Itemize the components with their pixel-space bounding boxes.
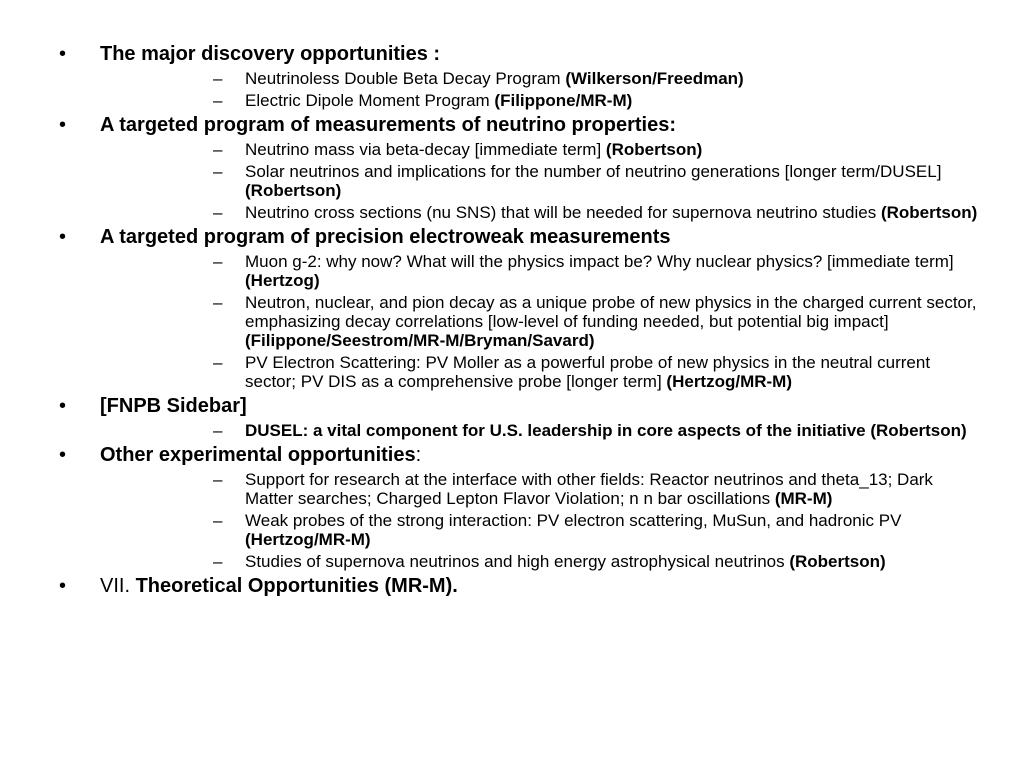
sub-list [100, 470, 1024, 571]
dash-icon: – [213, 162, 223, 181]
sub-item-text: Weak probes of the strong interaction: PV electron scattering, MuSun, and hadronic PV [245, 511, 902, 530]
sub-item [100, 511, 1024, 549]
bullet-item-theoretical [0, 574, 1024, 598]
sub-item [100, 252, 1024, 290]
sub-item-text: Neutrino mass via beta-decay [immediate term] [245, 140, 606, 159]
sub-item-text: Neutrinoless Double Beta Decay Program [245, 69, 566, 88]
item-heading-suffix: : [415, 444, 422, 466]
sub-item-attribution: (Robertson) [605, 140, 703, 159]
sub-item-text: Support for research at the interface with other fields: Reactor neutrinos and theta_13; Dark Matter searches; Charged Lepton Flavor Violation; n n bar oscillations [245, 470, 933, 508]
sub-item-attribution: (MR-M) [774, 489, 833, 508]
sub-item [100, 203, 1024, 222]
sub-item-text: Neutrino cross sections (nu SNS) that will be needed for supernova neutrino studies [245, 203, 881, 222]
dash-icon: – [213, 552, 223, 571]
dash-icon: – [213, 140, 223, 159]
bullet-icon: • [59, 114, 67, 136]
dash-icon: – [213, 511, 223, 530]
bullet-icon: • [59, 226, 67, 248]
sub-item [100, 353, 1024, 391]
sub-item [100, 552, 1024, 571]
bullet-icon: • [59, 444, 67, 466]
item-heading: The major discovery opportunities : [100, 43, 441, 65]
bullet-item-fnpb-sidebar [0, 394, 1024, 440]
dash-icon: – [213, 252, 223, 271]
bullet-icon: • [59, 395, 67, 417]
sub-item-attribution: (Hertzog/MR-M) [245, 530, 371, 549]
bullet-item-discovery [0, 42, 1024, 110]
slide-content [0, 42, 1024, 598]
sub-list [100, 140, 1024, 222]
sub-item [100, 293, 1024, 350]
sub-item-text: Solar neutrinos and implications for the number of neutrino generations [longer term/DUSEL] [245, 162, 942, 181]
sub-item [100, 470, 1024, 508]
item-heading: Theoretical Opportunities (MR-M). [135, 575, 458, 597]
sub-item-text: Electric Dipole Moment Program [245, 91, 495, 110]
sub-list [100, 252, 1024, 391]
sub-item [100, 162, 1024, 200]
sub-item-attribution: (Robertson) [789, 552, 886, 571]
sub-item-text: Studies of supernova neutrinos and high energy astrophysical neutrinos [245, 552, 790, 571]
sub-item [100, 140, 1024, 159]
item-heading: A targeted program of precision electroweak measurements [100, 226, 671, 248]
sub-item-attribution: (Filippone/MR-M) [494, 91, 633, 110]
sub-item-text: PV Electron Scattering: PV Moller as a powerful probe of new physics in the neutral current sector; PV DIS as a comprehensive probe [longer term] [245, 353, 931, 391]
sub-item-attribution: (Filippone/Seestrom/MR-M/Bryman/Savard) [245, 331, 595, 350]
item-heading-prefix: VII. [100, 575, 136, 597]
dash-icon: – [213, 421, 223, 440]
sub-item-attribution: (Hertzog) [245, 271, 320, 290]
dash-icon: – [213, 69, 223, 88]
item-heading: [FNPB Sidebar] [100, 395, 247, 417]
sub-item-attribution: (Wilkerson/Freedman) [565, 69, 744, 88]
sub-item [100, 421, 1024, 440]
sub-item-attribution: DUSEL: a vital component for U.S. leadership in core aspects of the initiative (Robertson) [245, 421, 967, 440]
dash-icon: – [213, 353, 223, 372]
sub-item-attribution: (Robertson) [245, 181, 342, 200]
item-heading: A targeted program of measurements of neutrino properties: [100, 114, 677, 136]
bullet-item-electroweak [0, 225, 1024, 391]
sub-item-attribution: (Robertson) [880, 203, 978, 222]
bullet-icon: • [59, 43, 67, 65]
sub-list [100, 421, 1024, 440]
dash-icon: – [213, 203, 223, 222]
sub-item-text: Muon g-2: why now? What will the physics impact be? Why nuclear physics? [immediate term] [245, 252, 954, 271]
sub-item [100, 69, 1024, 88]
dash-icon: – [213, 293, 223, 312]
dash-icon: – [213, 470, 223, 489]
bullet-item-neutrino-properties [0, 113, 1024, 222]
bullet-icon: • [59, 575, 67, 597]
dash-icon: – [213, 91, 223, 110]
item-heading: Other experimental opportunities [100, 444, 416, 466]
sub-item [100, 91, 1024, 110]
sub-item-text: Neutron, nuclear, and pion decay as a unique probe of new physics in the charged current sector, emphasizing decay correlations [low-level of funding needed, but potential big impact] [245, 293, 977, 331]
sub-list [100, 69, 1024, 110]
sub-item-attribution: (Hertzog/MR-M) [666, 372, 793, 391]
bullet-item-other-opportunities [0, 443, 1024, 571]
